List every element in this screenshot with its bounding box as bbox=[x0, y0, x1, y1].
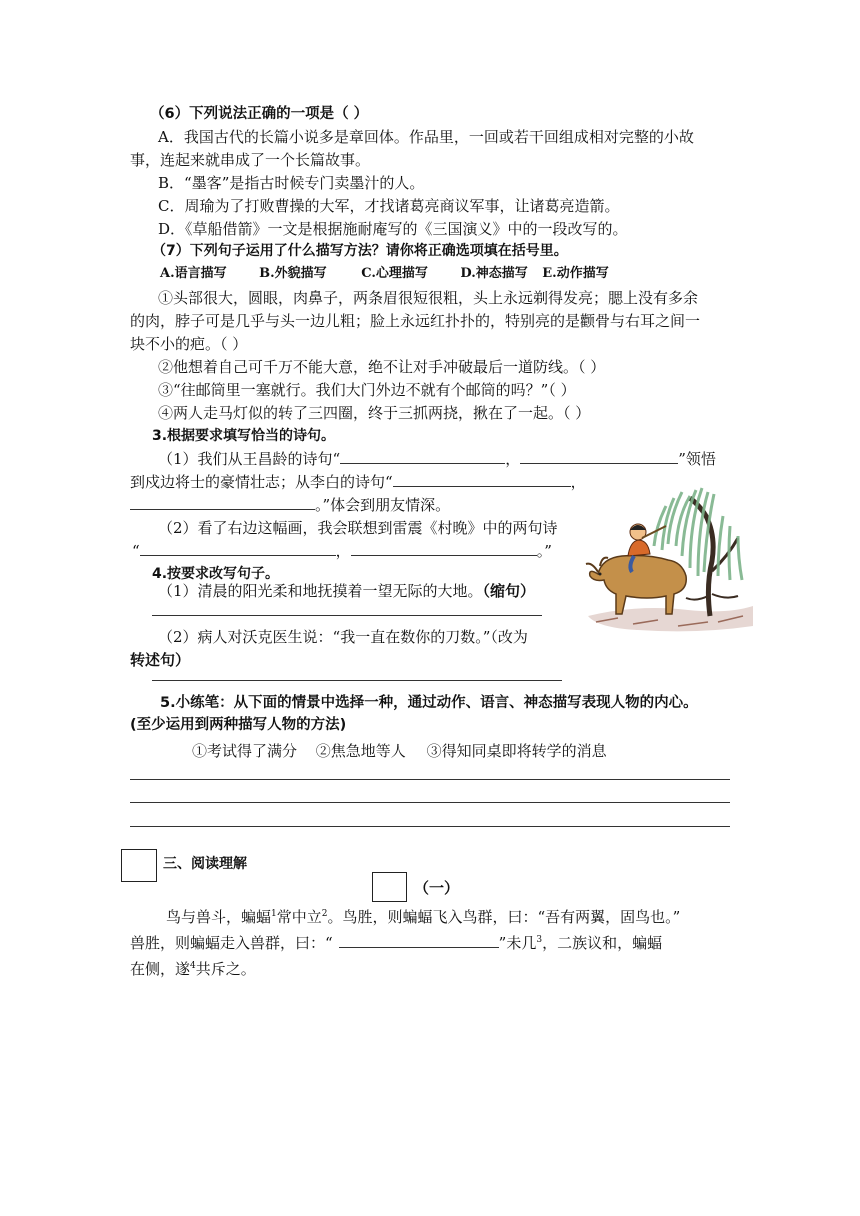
passage-text: 兽胜，则蝙蝠走入兽群，曰：“ bbox=[130, 934, 333, 952]
q3-part2-line1: （2）看了右边这幅画，我会联想到雷震《村晚》中的两句诗 bbox=[158, 519, 558, 537]
q7-option: C.心理描写 bbox=[361, 266, 428, 281]
q5-title: 5.小练笔：从下面的情景中选择一种，通过动作、语言、神态描写表现人物的内心。 bbox=[160, 695, 698, 711]
q3-text: 到戍边将士的豪情壮志；从李白的诗句“ bbox=[130, 473, 393, 491]
q3-part1-line2 bbox=[130, 471, 586, 493]
q6-option-a: A．我国古代的长篇小说多是章回体。作品里，一回或若干回组成相对完整的小故 bbox=[158, 128, 694, 146]
q3-text: “ bbox=[132, 542, 140, 560]
q5-choice: ③得知同桌即将转学的消息 bbox=[426, 742, 607, 760]
q7-sentence-1-cont: 的肉，脖子可是几乎与头一边儿粗；脸上永远红扑扑的，特别亮的是颧骨与右耳之间一 bbox=[130, 312, 701, 330]
q3-text: ， bbox=[570, 473, 586, 491]
ox-herder-illustration bbox=[578, 476, 758, 636]
answer-blank[interactable] bbox=[340, 448, 505, 464]
q5-choices bbox=[192, 740, 607, 762]
q7-sentence-1-end: 块不小的疤。（ ） bbox=[130, 335, 248, 353]
passage-line-1 bbox=[166, 906, 680, 928]
q7-option: E.动作描写 bbox=[542, 266, 609, 281]
q7-sentence-4: ④两人走马灯似的转了三四圈，终于三抓两挠，揪在了一起。（ ） bbox=[158, 404, 591, 422]
passage-text: 共斥之。 bbox=[195, 960, 256, 978]
q7-options bbox=[160, 263, 609, 285]
q7-sentence-2: ②他想着自己可千万不能大意，绝不让对手冲破最后一道防线。（ ） bbox=[158, 358, 606, 376]
passage-text: 鸟与兽斗，蝙蝠 bbox=[166, 908, 272, 926]
q3-title: 3.根据要求填写恰当的诗句。 bbox=[152, 428, 336, 444]
q6-option-c: C．周瑜为了打败曹操的大军，才找诸葛亮商议军事，让诸葛亮造箭。 bbox=[158, 197, 620, 215]
q4-text: （1）清晨的阳光柔和地抚摸着一望无际的大地。 bbox=[158, 582, 483, 600]
writing-line[interactable] bbox=[130, 779, 730, 780]
q5-choice: ②焦急地等人 bbox=[315, 742, 406, 760]
q7-sentence-1: ①头部很大，圆眼，肉鼻子，两条眉很短很粗，头上永远剃得发亮；腮上没有多余 bbox=[158, 289, 699, 307]
footnote-mark: 3 bbox=[536, 935, 543, 945]
q3-text: 。” bbox=[536, 542, 552, 560]
q7-title: （7）下列句子运用了什么描写方法？请你将正确选项填在括号里。 bbox=[152, 243, 568, 259]
passage-text: ”未几 bbox=[498, 934, 537, 952]
q3-part2-line2 bbox=[132, 540, 552, 562]
q6-option-b: B．“墨客”是指古时候专门卖墨汁的人。 bbox=[158, 174, 425, 192]
q7-option: B.外貌描写 bbox=[259, 266, 327, 281]
passage-line-3 bbox=[130, 958, 256, 980]
answer-blank[interactable] bbox=[351, 540, 537, 556]
q3-part1-line1 bbox=[158, 448, 716, 470]
answer-blank[interactable] bbox=[130, 494, 315, 510]
q3-text: ， bbox=[335, 542, 351, 560]
q4-answer-line-2[interactable] bbox=[152, 680, 562, 681]
q6-option-d: D．《草船借箭》一文是根据施耐庵写的《三国演义》中的一段改写的。 bbox=[158, 220, 628, 238]
q3-text: ， bbox=[505, 450, 521, 468]
footnote-mark: 4 bbox=[190, 961, 196, 971]
passage-text: 在侧，遂 bbox=[130, 960, 191, 978]
q4-answer-line[interactable] bbox=[152, 615, 542, 616]
section-sub: （一） bbox=[414, 879, 460, 897]
answer-blank[interactable] bbox=[520, 448, 678, 464]
section-title: 三、阅读理解 bbox=[163, 856, 247, 872]
q5-choice: ①考试得了满分 bbox=[192, 742, 298, 760]
q4-part2-cont: 转述句） bbox=[130, 651, 191, 669]
passage-line-2 bbox=[130, 932, 662, 954]
passage-text: 。鸟胜，则蝙蝠飞入鸟群，曰：“吾有两翼，固鸟也。” bbox=[327, 908, 681, 926]
footnote-mark: 2 bbox=[321, 909, 328, 919]
q4-part1 bbox=[158, 580, 535, 602]
q7-option: A.语言描写 bbox=[160, 266, 227, 281]
answer-blank[interactable] bbox=[140, 540, 336, 556]
q4-part2: （2）病人对沃克医生说：“我一直在数你的刀数。”（改为 bbox=[158, 628, 528, 646]
writing-line[interactable] bbox=[130, 802, 730, 803]
score-box-small[interactable] bbox=[372, 872, 407, 902]
q3-text: （1）我们从王昌龄的诗句“ bbox=[158, 450, 341, 468]
q6-title: （6）下列说法正确的一项是（ ） bbox=[150, 106, 369, 122]
q4-title: 4.按要求改写句子。 bbox=[152, 566, 280, 582]
writing-line[interactable] bbox=[130, 826, 730, 827]
q3-text: ”领悟 bbox=[678, 450, 716, 468]
q6-option-a-cont: 事，连起来就串成了一个长篇故事。 bbox=[130, 151, 371, 169]
q3-part1-line3 bbox=[130, 494, 450, 516]
q7-sentence-3: ③“往邮筒里一塞就行。我们大门外边不就有个邮筒的吗？”（ ） bbox=[158, 381, 576, 399]
score-box[interactable] bbox=[121, 849, 157, 882]
answer-blank[interactable] bbox=[393, 471, 571, 487]
footnote-mark: 1 bbox=[271, 909, 277, 919]
q3-text: 。”体会到朋友情深。 bbox=[315, 496, 451, 514]
q7-option: D.神态描写 bbox=[460, 266, 528, 281]
q4-tag: （缩句） bbox=[482, 582, 536, 600]
answer-blank[interactable] bbox=[339, 932, 499, 948]
passage-text: 常中立 bbox=[276, 908, 322, 926]
passage-text: ，二族议和，蝙蝠 bbox=[542, 934, 663, 952]
q5-title-cont: (至少运用到两种描写人物的方法) bbox=[130, 717, 347, 733]
willow-ox-boy-image bbox=[578, 476, 758, 636]
